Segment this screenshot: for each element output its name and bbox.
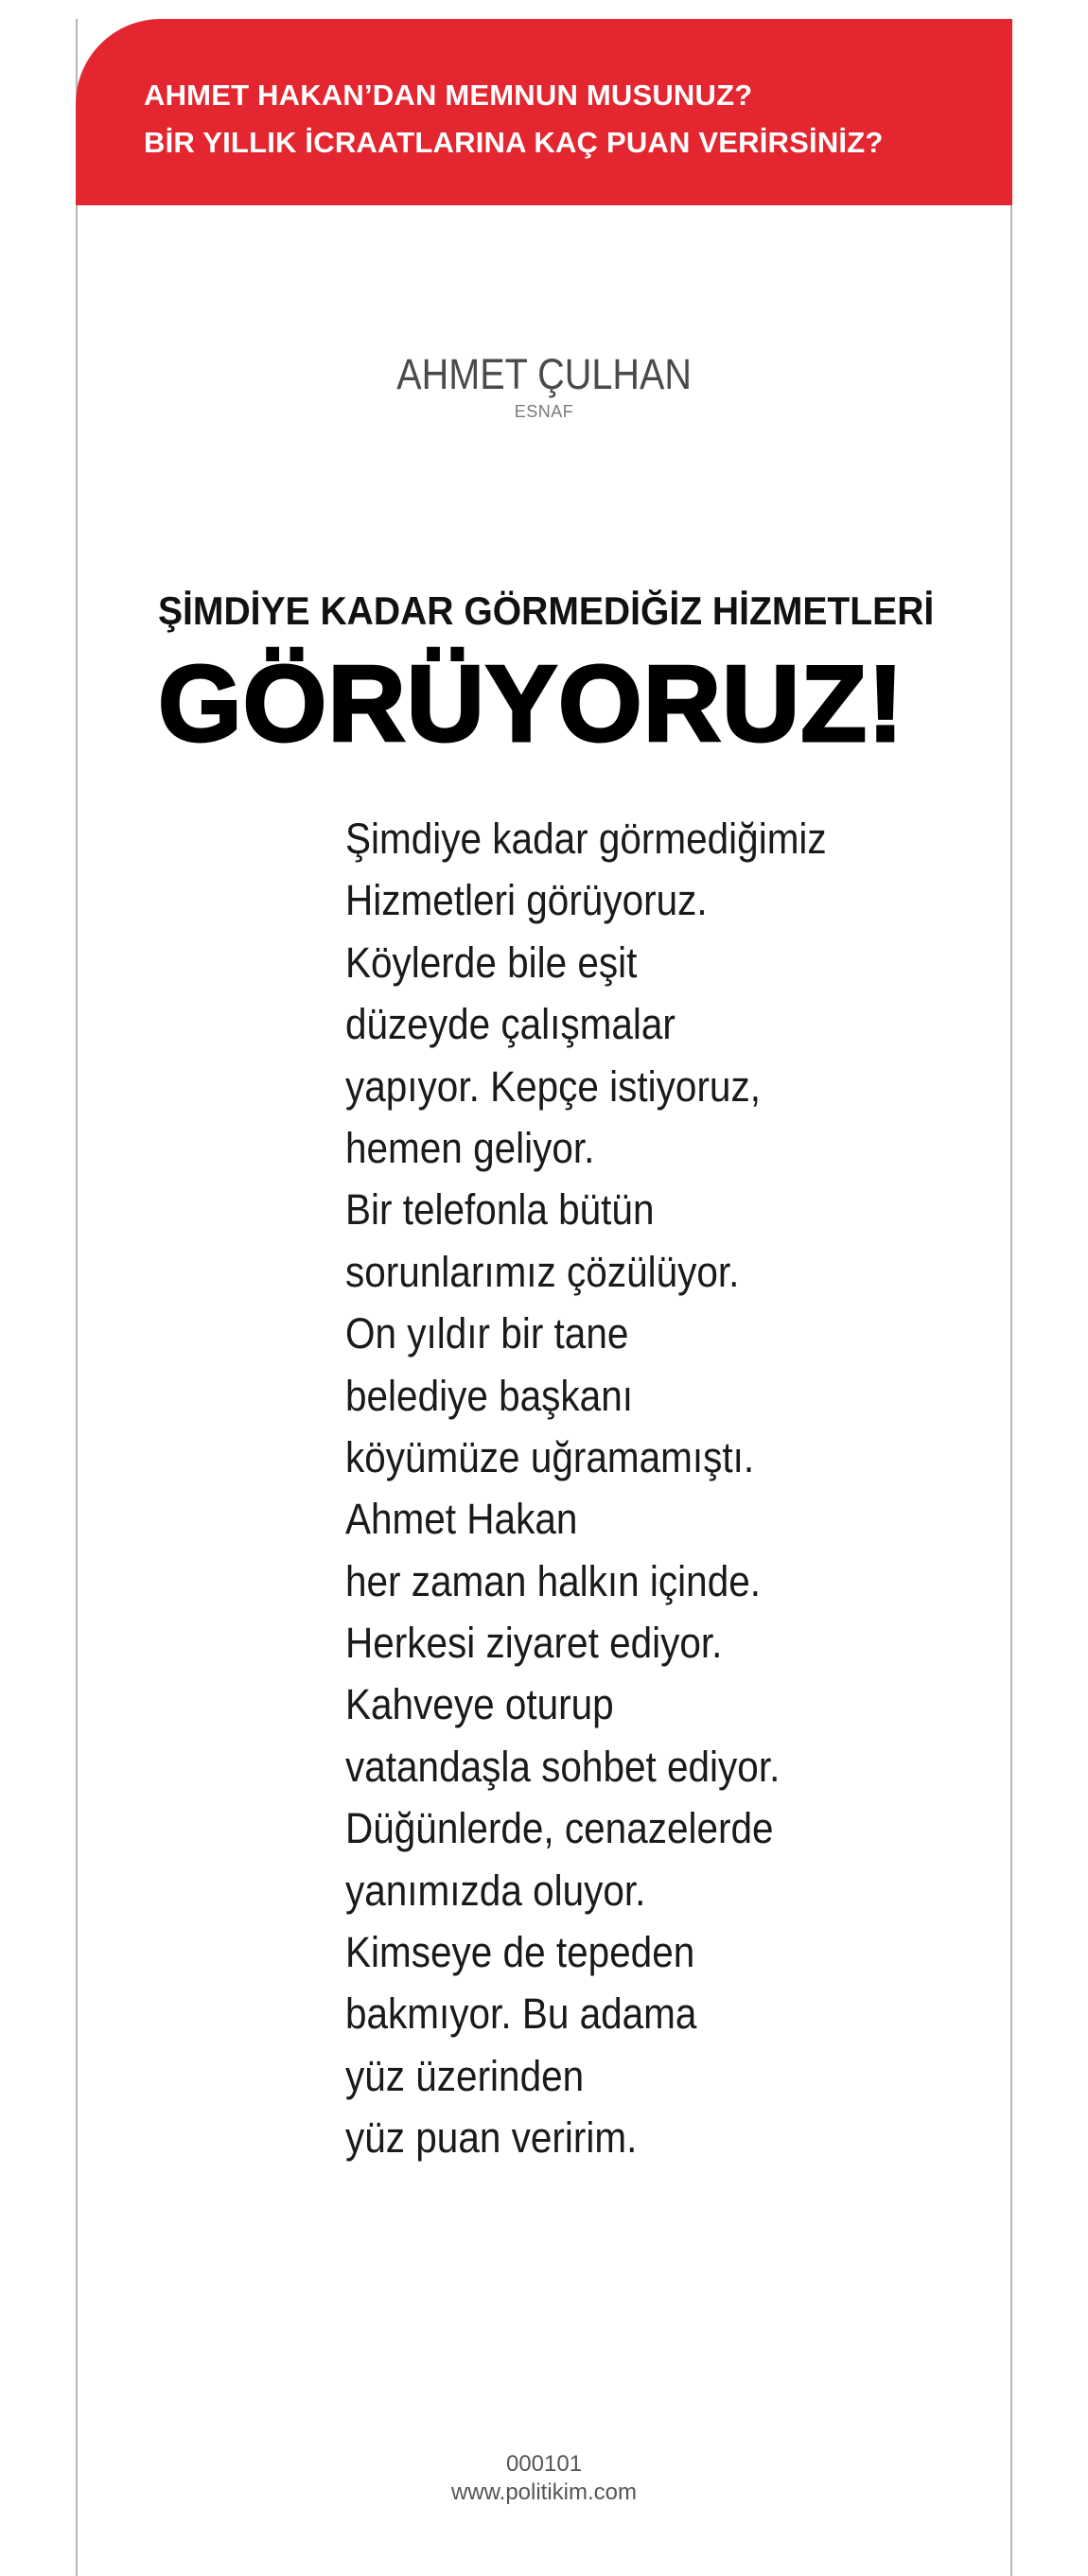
quote-line: her zaman halkın içinde.	[345, 1556, 762, 1605]
quote-line: Kimseye de tepeden	[345, 1928, 695, 1977]
footer-url[interactable]: www.politikim.com	[450, 2480, 638, 2505]
quote-line: Düğünlerde, cenazelerde	[345, 1804, 774, 1853]
quote-line: köyümüze uğramamıştı.	[345, 1432, 755, 1481]
footer	[0, 2450, 1088, 2507]
author-role: ESNAF	[514, 402, 574, 421]
header-banner	[76, 19, 1012, 205]
quote-line: Köylerde bile eşit	[345, 938, 638, 987]
quote-line: Kahveye oturup	[345, 1680, 614, 1729]
headline: GÖRÜYORUZ!	[158, 644, 904, 764]
quote-line: sorunlarımız çözülüyor.	[345, 1247, 740, 1296]
quote-line: yapıyor. Kepçe istiyoruz,	[345, 1061, 761, 1111]
quote-line: Bir telefonla bütün	[345, 1185, 655, 1235]
footer-code: 000101	[505, 2451, 583, 2477]
quote-line: yanımızda oluyor.	[345, 1866, 646, 1915]
quote-line: vatandaşla sohbet ediyor.	[345, 1742, 781, 1791]
subheadline: ŞİMDİYE KADAR GÖRMEDİĞİZ HİZMETLERİ	[158, 588, 935, 633]
quote-line: Hizmetleri görüyoruz.	[345, 876, 708, 925]
quote-line: düzeyde çalışmalar	[345, 1000, 676, 1049]
quote-line: belediye başkanı	[345, 1371, 633, 1420]
header-question-line-1: AHMET HAKAN’DAN MEMNUN MUSUNUZ?	[144, 79, 753, 112]
author-block	[0, 348, 1088, 422]
quote-line: yüz puan veririm.	[345, 2113, 638, 2163]
header-question-line-2: BİR YILLIK İCRAATLARINA KAÇ PUAN VERİRSİNİZ?	[144, 126, 884, 159]
author-name: AHMET ÇULHAN	[396, 350, 692, 398]
quote-body	[345, 808, 875, 2169]
quote-line: yüz üzerinden	[345, 2051, 585, 2100]
quote-line: Herkesi ziyaret ediyor.	[345, 1619, 723, 1668]
quote-line: Şimdiye kadar görmediğimiz	[345, 815, 827, 863]
quote-line: hemen geliyor.	[345, 1123, 595, 1172]
quote-line: bakmıyor. Bu adama	[345, 1989, 697, 2039]
quote-line: On yıldır bir tane	[345, 1309, 629, 1358]
quote-line: Ahmet Hakan	[345, 1495, 578, 1544]
